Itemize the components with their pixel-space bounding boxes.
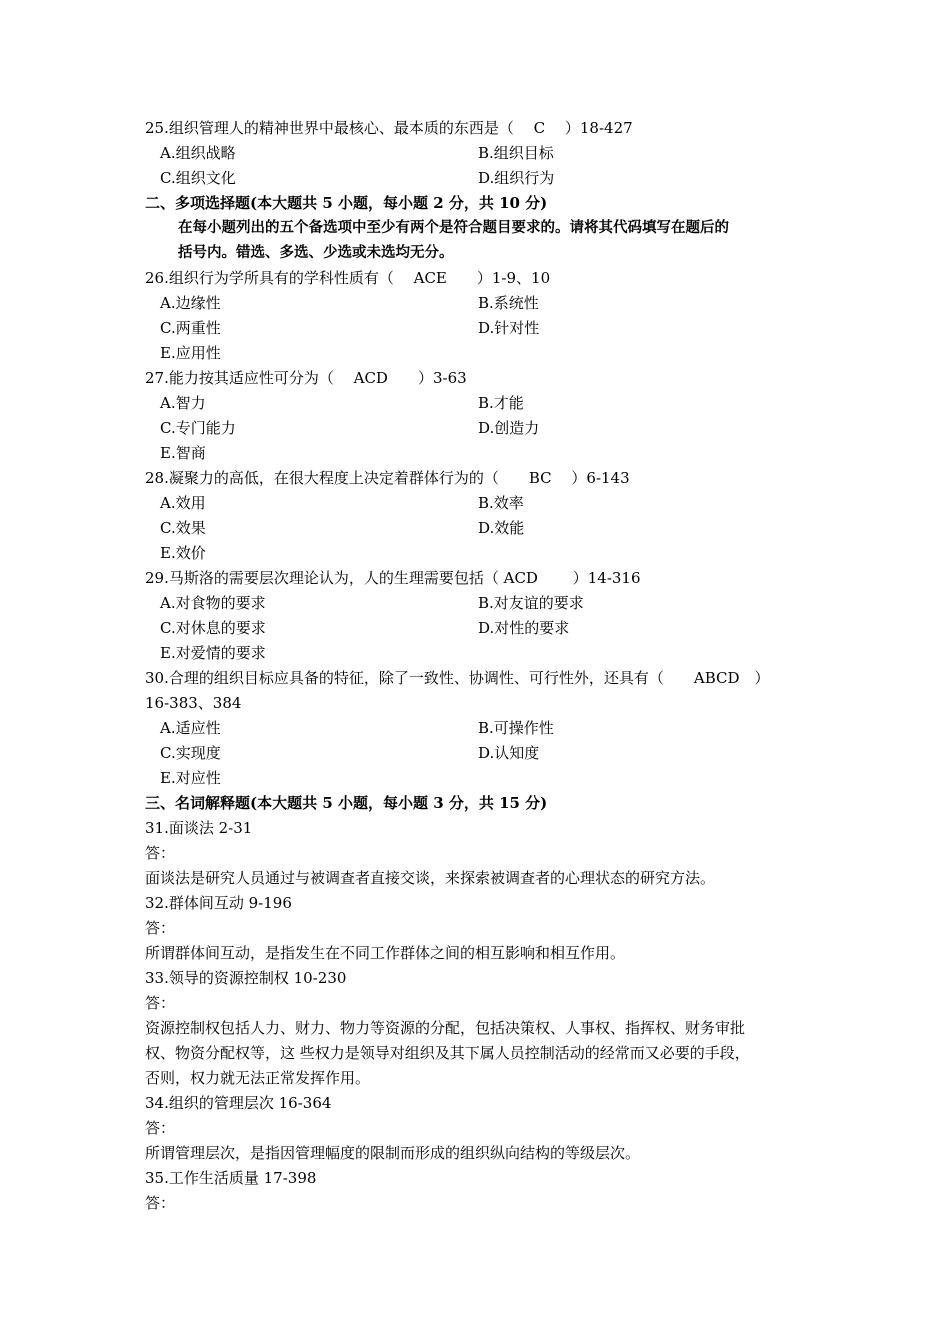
answer-label: 答： [145,1119,176,1137]
section-2-instruction: 在每小题列出的五个备选项中至少有两个是符合题目要求的。请将其代码填写在题后的 [178,220,729,236]
question-25: 25.组织管理人的精神世界中最核心、最本质的东西是（ C ）18-427 [145,119,633,137]
question-31: 31.面谈法 2-31 [145,819,253,837]
option-b: B.系统性 [478,294,539,312]
option-b: B.效率 [478,494,524,512]
question-30: 30.合理的组织目标应具备的特征，除了一致性、协调性、可行性外，还具有（ ABCD ） [145,669,770,687]
option-a: A.效用 [160,494,206,512]
answer-text: 资源控制权包括人力、财力、物力等资源的分配，包括决策权、人事权、指挥权、财务审批 [145,1019,746,1037]
answer-text: 面谈法是研究人员通过与被调查者直接交谈，来探索被调查者的心理状态的研究方法。 [145,869,716,887]
option-c: C.对休息的要求 [160,619,266,637]
option-a: A.对食物的要求 [160,594,266,612]
option-b: B.组织目标 [478,144,554,162]
option-d: D.对性的要求 [478,619,570,637]
option-d: D.创造力 [478,419,540,437]
answer-label: 答： [145,844,176,862]
option-b: B.才能 [478,394,524,412]
option-a: A.适应性 [160,719,221,737]
answer-label: 答： [145,1194,176,1212]
option-d: D.针对性 [478,319,540,337]
option-d: D.认知度 [478,744,540,762]
option-d: D.效能 [478,519,525,537]
answer-label: 答： [145,919,176,937]
answer-text: 否则，权力就无法正常发挥作用。 [145,1069,371,1087]
option-e: E.对应性 [160,769,221,787]
question-29: 29.马斯洛的需要层次理论认为，人的生理需要包括（ ACD ）14-316 [145,569,641,587]
option-c: C.专门能力 [160,419,236,437]
answer-text: 所谓管理层次，是指因管理幅度的限制而形成的组织纵向结构的等级层次。 [145,1144,641,1162]
option-a: A.边缘性 [160,294,221,312]
option-e: E.效价 [160,544,206,562]
option-a: A.智力 [160,394,206,412]
question-26: 26.组织行为学所具有的学科性质有（ ACE ）1-9、10 [145,269,551,287]
section-2-instruction: 括号内。错选、多选、少选或未选均无分。 [178,245,454,261]
option-a: A.组织战略 [160,144,236,162]
question-30-reference: 16-383、384 [145,694,242,712]
answer-text: 所谓群体间互动，是指发生在不同工作群体之间的相互影响和相互作用。 [145,944,626,962]
question-27: 27.能力按其适应性可分为（ ACD ）3-63 [145,369,467,387]
question-35: 35.工作生活质量 17-398 [145,1169,317,1187]
option-c: C.实现度 [160,744,221,762]
option-c: C.效果 [160,519,206,537]
question-33: 33.领导的资源控制权 10-230 [145,969,347,987]
option-d: D.组织行为 [478,169,555,187]
answer-label: 答： [145,994,176,1012]
option-b: B.可操作性 [478,719,554,737]
section-2-heading: 二、多项选择题(本大题共 5 小题，每小题 2 分，共 10 分) [145,194,548,212]
question-32: 32.群体间互动 9-196 [145,894,292,912]
option-c: C.两重性 [160,319,221,337]
option-e: E.对爱情的要求 [160,644,266,662]
question-28: 28.凝聚力的高低，在很大程度上决定着群体行为的（ BC ）6-143 [145,469,630,487]
answer-text: 权、物资分配权等，这 些权力是领导对组织及其下属人员控制活动的经常而又必要的手段， [145,1044,750,1062]
option-c: C.组织文化 [160,169,236,187]
option-e: E.智商 [160,444,206,462]
question-34: 34.组织的管理层次 16-364 [145,1094,332,1112]
section-3-heading: 三、名词解释题(本大题共 5 小题，每小题 3 分，共 15 分) [145,794,548,812]
option-b: B.对友谊的要求 [478,594,584,612]
option-e: E.应用性 [160,344,221,362]
